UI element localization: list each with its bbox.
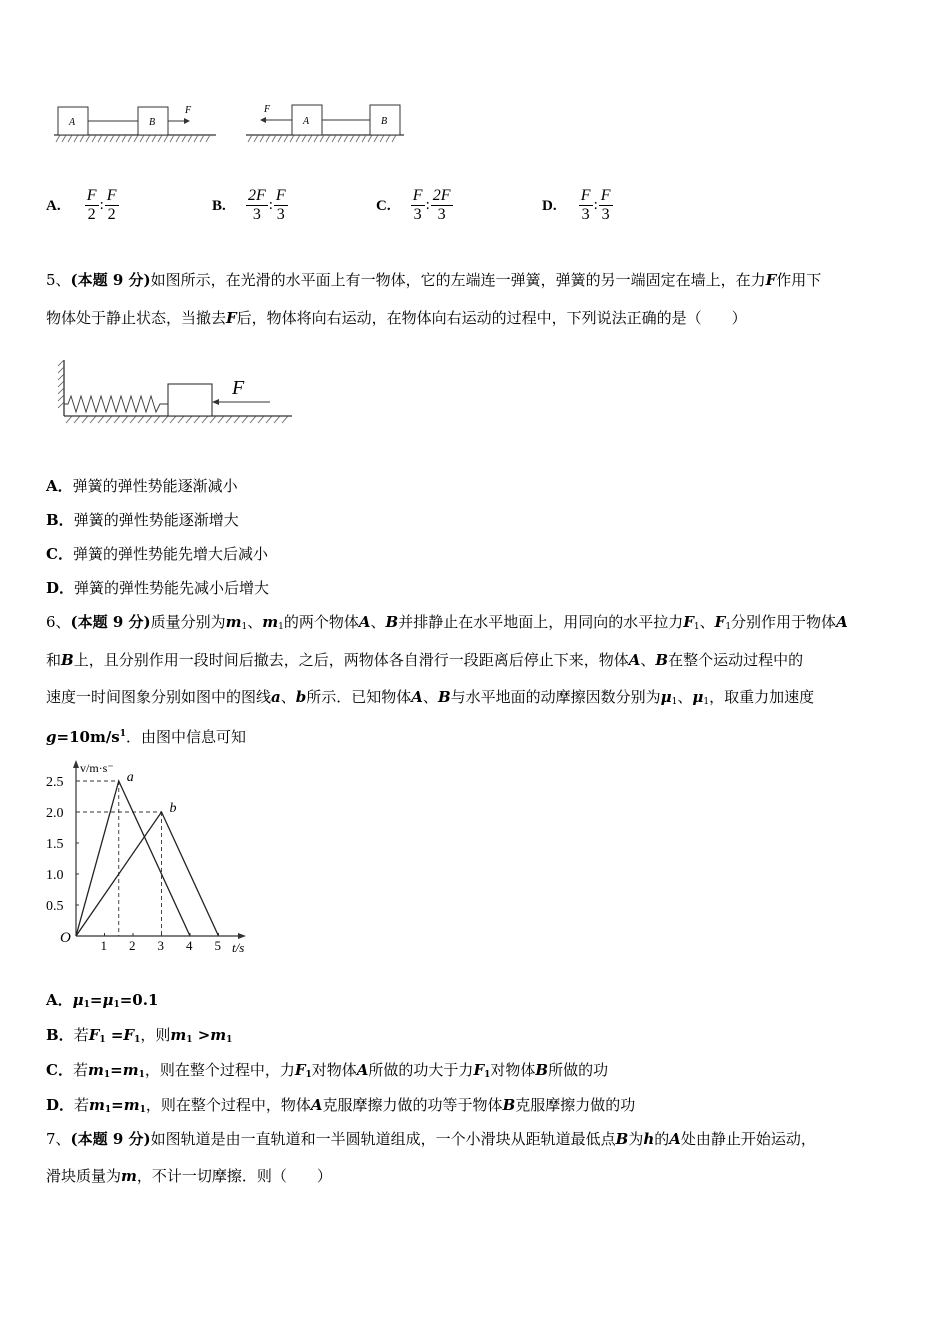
y-tick-label: 2.5 [46, 775, 64, 790]
y-tick-label: 1.0 [46, 868, 64, 883]
fraction [411, 187, 425, 224]
q6-option-d[interactable] [46, 1095, 635, 1120]
sep: 、 [422, 688, 438, 706]
denominator: 2 [107, 206, 116, 223]
q5-score-tag: (本题 9 分) [70, 271, 151, 289]
option-text: 若 [74, 1096, 90, 1114]
q4-option-b-letter: B. [212, 198, 226, 214]
subscript: 1 [484, 1070, 491, 1080]
var-b: B [615, 1130, 629, 1148]
option-text: 弹簧的弹性势能先减小后增大 [74, 579, 270, 597]
spring [64, 396, 168, 412]
var-m: m [122, 1061, 139, 1079]
subscript: 1 [83, 1000, 90, 1010]
var-a: A [628, 651, 641, 669]
numerator: F [600, 187, 611, 204]
subscript: 1 [226, 1035, 233, 1045]
q6-text: ．由图中信息可知 [126, 728, 247, 746]
y-axis-label: v/m·s⁻ [80, 761, 114, 775]
q6-text: 所示．已知物体 [306, 688, 412, 706]
subscript: 1 [99, 1035, 106, 1045]
var-f: F [473, 1061, 485, 1079]
value: =0.1 [119, 991, 159, 1009]
subscript: 1 [241, 622, 248, 632]
q6-text: 和 [46, 651, 62, 669]
var-b: B [502, 1096, 516, 1114]
q7-score-tag: (本题 9 分) [70, 1130, 151, 1148]
subscript: 1 [138, 1070, 145, 1080]
option-text: ，则在整个过程中，力 [144, 1061, 295, 1079]
q4-option-d[interactable] [542, 187, 613, 224]
var-m: m [89, 1096, 105, 1114]
numerator: F [106, 187, 117, 204]
option-text: ，则在整个过程中，物体 [145, 1096, 311, 1114]
equals: = [89, 991, 103, 1009]
fraction [85, 187, 99, 224]
option-letter: D． [46, 579, 75, 597]
ratio-sep: : [425, 197, 430, 213]
subscript: 1 [671, 697, 678, 707]
q4-left-force-label: F [185, 105, 192, 116]
denominator: 3 [601, 206, 610, 223]
var-a: A [356, 1061, 369, 1079]
q6-text: 在整个运动过程中的 [668, 651, 804, 669]
greater-than: > [192, 1026, 211, 1044]
numerator: F [275, 187, 286, 204]
numerator: 2F [432, 187, 451, 204]
option-letter: A． [46, 477, 73, 495]
option-text: 对物体 [490, 1061, 536, 1079]
q6-text: 并排静止在水平地面上，用同向的水平拉力 [398, 613, 684, 631]
option-letter: A． [46, 991, 73, 1009]
ratio-sep: : [268, 197, 273, 213]
q6-number: 6、 [46, 613, 71, 631]
option-letter: C． [46, 545, 73, 563]
q6-option-c[interactable] [46, 1060, 608, 1085]
q5-number: 5、 [46, 271, 71, 289]
var-b-line: b [295, 688, 307, 706]
fraction [105, 187, 119, 224]
q5-var-f: F [765, 271, 777, 289]
q6-stem-line-2 [46, 650, 803, 670]
subscript: 1 [278, 622, 284, 632]
q6-text: 的两个物体 [283, 613, 359, 631]
var-mu: μ [660, 688, 672, 706]
subscript: 1 [139, 1105, 146, 1115]
sep: 、 [247, 613, 263, 631]
q6-score-tag: (本题 9 分) [70, 613, 151, 631]
g-value: =10m/s [56, 728, 120, 746]
q6-stem-line-1 [46, 612, 848, 637]
q7-stem-line-2 [46, 1166, 332, 1186]
sep: 、 [699, 613, 715, 631]
fraction [599, 187, 613, 224]
ratio-sep: : [99, 197, 104, 213]
var-a: A [411, 688, 423, 706]
var-b: B [655, 651, 669, 669]
option-letter: B． [46, 511, 74, 529]
var-a: A [669, 1130, 681, 1148]
q5-text: 如图所示，在光滑的水平面上有一物体，它的左端连一弹簧，弹簧的另一端固定在墙上，在力 [150, 271, 766, 289]
fraction [431, 187, 453, 224]
equals: = [111, 1096, 124, 1114]
option-text: 弹簧的弹性势能逐渐增大 [73, 511, 239, 529]
denominator: 3 [437, 206, 446, 223]
subscript: 1 [693, 622, 700, 632]
x-axis-arrow [238, 933, 246, 939]
q7-text: 如图轨道是由一直轨道和一半圆轨道组成，一个小滑块从距轨道最低点 [150, 1130, 616, 1148]
var-a: A [310, 1096, 323, 1114]
q4-option-d-letter: D. [542, 198, 557, 214]
var-a: A [358, 613, 371, 631]
x-axis-label: t/s [232, 940, 245, 955]
option-text: 若 [73, 1026, 89, 1044]
q5-stem-line-1 [46, 270, 821, 290]
q7-text: ，不计一切摩擦．则（ ） [136, 1167, 332, 1185]
fraction [579, 187, 593, 224]
q6-text: ，取重力加速度 [709, 688, 815, 706]
numerator: F [412, 187, 423, 204]
q4-option-a-letter: A. [46, 198, 61, 214]
var-m: m [170, 1026, 187, 1044]
var-a: A [836, 613, 848, 631]
var-mu: μ [102, 991, 114, 1009]
q4-right-force-label: F [264, 104, 271, 115]
var-m: m [121, 1167, 137, 1185]
subscript: 1 [104, 1105, 112, 1115]
y-tick-label: 1.5 [46, 837, 64, 852]
q6-text: 上，且分别作用一段时间后撤去，之后，两物体各自滑行一段距离后停止下来，物体 [73, 651, 629, 669]
fraction [274, 187, 288, 224]
var-m: m [225, 613, 242, 631]
ratio-sep: : [593, 197, 598, 213]
q4-figure-left [50, 98, 220, 146]
series-label-a: a [126, 770, 134, 785]
var-m: m [210, 1026, 227, 1044]
q5-var-f: F [226, 309, 237, 327]
q7-text: 处由静止开始运动， [680, 1130, 816, 1148]
option-letter: D． [46, 1096, 75, 1114]
q4-option-c-letter: C. [376, 198, 391, 214]
option-text: 弹簧的弹性势能先增大后减小 [72, 545, 268, 563]
numerator: 2F [247, 187, 266, 204]
q7-number: 7、 [46, 1130, 71, 1148]
q6-text: 质量分别为 [150, 613, 226, 631]
fraction [246, 187, 268, 224]
q6-vt-chart [40, 756, 260, 962]
q5-option-b[interactable] [46, 510, 239, 530]
var-m: m [262, 613, 279, 631]
subscript: 1 [725, 622, 732, 632]
var-b: B [535, 1061, 549, 1079]
option-text: 对物体 [311, 1061, 357, 1079]
q7-text: 滑块质量为 [46, 1167, 122, 1185]
x-tick-label: 2 [129, 938, 136, 953]
option-letter: C． [46, 1061, 73, 1079]
sep: 、 [370, 613, 386, 631]
q4-figure-right [242, 98, 412, 146]
q6-stem-line-3 [46, 687, 814, 712]
y-axis-arrow [73, 760, 79, 768]
var-h: h [643, 1130, 655, 1148]
q6-text: 分别作用于物体 [731, 613, 837, 631]
var-f: F [714, 613, 726, 631]
q5-text: 后，物体将向右运动，在物体向右运动的过程中，下列说法正确的是（ ） [236, 309, 747, 327]
var-b: B [385, 613, 399, 631]
sep: 、 [677, 688, 693, 706]
denominator: 3 [581, 206, 590, 223]
q4-option-b[interactable] [212, 187, 288, 224]
q4-right-block-a-label: A [303, 116, 310, 127]
y-tick-label: 0.5 [46, 899, 64, 914]
denominator: 3 [413, 206, 422, 223]
subscript: 1 [703, 697, 710, 707]
q4-option-c[interactable] [376, 187, 453, 224]
sep: 、 [640, 651, 656, 669]
q6-text: 与水平地面的动摩擦因数分别为 [450, 688, 661, 706]
q5-option-a[interactable] [46, 476, 238, 496]
q4-right-block-b-label: B [381, 116, 388, 127]
q4-option-a[interactable] [46, 187, 119, 224]
var-f: F [88, 1026, 100, 1044]
q5-option-d[interactable] [46, 578, 269, 598]
y-tick-label: 2.0 [46, 806, 64, 821]
var-f: F [123, 1026, 135, 1044]
series-label-b: b [169, 801, 177, 816]
origin-label: O [60, 930, 71, 946]
denominator: 3 [276, 206, 285, 223]
q5-spring-figure [56, 356, 296, 428]
option-text: 若 [72, 1061, 88, 1079]
q6-option-a[interactable] [46, 990, 158, 1015]
q5-text: 作用下 [776, 271, 822, 289]
series-line-b [76, 812, 219, 936]
denominator: 2 [87, 206, 96, 223]
x-tick-label: 3 [157, 938, 164, 953]
var-mu: μ [72, 991, 84, 1009]
subscript: 1 [113, 1000, 120, 1010]
var-b: B [61, 651, 74, 669]
subscript: 1 [305, 1070, 312, 1080]
var-b: B [437, 688, 451, 706]
x-tick-label: 5 [214, 938, 221, 953]
var-m: m [123, 1096, 140, 1114]
subscript: 1 [186, 1035, 193, 1045]
var-a-line: a [271, 688, 281, 706]
q7-stem-line-1 [46, 1129, 816, 1149]
option-text: 所做的功 [548, 1061, 609, 1079]
q5-text: 物体处于静止状态，当撤去 [46, 309, 227, 327]
q5-stem-line-2 [46, 308, 747, 328]
option-text: 克服摩擦力做的功等于物体 [322, 1096, 503, 1114]
denominator: 3 [252, 206, 261, 223]
q4-left-block-b-label: B [149, 117, 156, 128]
subscript: 1 [134, 1035, 141, 1045]
option-text: 弹簧的弹性势能逐渐减小 [72, 477, 238, 495]
sep: 、 [280, 688, 296, 706]
q4-left-block-a-label: A [69, 117, 76, 128]
q6-stem-line-4 [46, 724, 246, 747]
option-letter: B． [46, 1026, 74, 1044]
option-text: ，则 [140, 1026, 171, 1044]
q5-fig-force-label: F [232, 377, 245, 399]
x-tick-label: 1 [100, 938, 107, 953]
q6-option-b[interactable] [46, 1025, 232, 1050]
var-g: g [46, 728, 57, 746]
superscript: 1 [119, 729, 127, 739]
subscript: 1 [103, 1070, 111, 1080]
option-text: 所做的功大于力 [368, 1061, 474, 1079]
var-m: m [87, 1061, 104, 1079]
q7-text: 为 [628, 1130, 644, 1148]
numerator: F [86, 187, 97, 204]
var-f: F [294, 1061, 306, 1079]
var-f: F [683, 613, 694, 631]
equals: = [105, 1026, 124, 1044]
numerator: F [580, 187, 591, 204]
option-text: 克服摩擦力做的功 [515, 1096, 636, 1114]
q5-option-c[interactable] [46, 544, 268, 564]
q6-text: 速度一时间图象分别如图中的图线 [46, 688, 272, 706]
equals: = [110, 1061, 123, 1079]
x-tick-label: 4 [186, 938, 193, 953]
var-mu: μ [692, 688, 704, 706]
q7-text: 的 [654, 1130, 670, 1148]
